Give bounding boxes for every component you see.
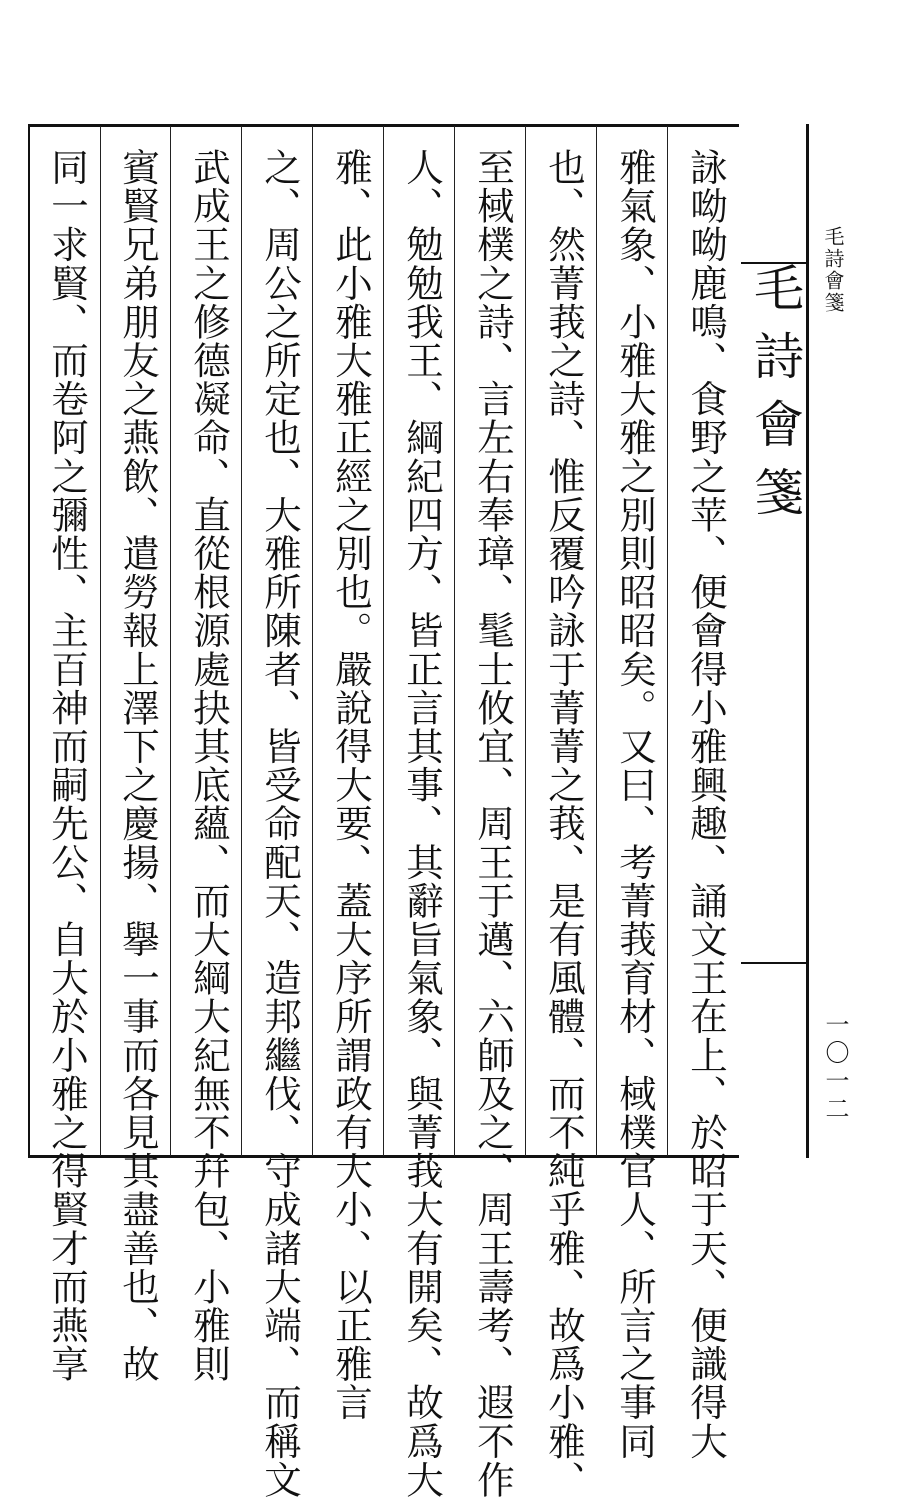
text-column-4: 至棫樸之詩、言左右奉璋、髦士攸宜、周王于邁、六師及之、周王壽考、遐不作 [471,148,515,1499]
band-title: 毛詩會箋 [746,262,804,534]
running-title: 毛詩會箋 [821,226,845,314]
text-column-9: 賓賢兄弟朋友之燕飲、遣勞報上澤下之慶揚、擧一事而各見其盡善也、故 [116,148,160,1384]
text-column-10: 同一求賢、而卷阿之彌性、主百神而嗣先公、自大於小雅之得賢才而燕享 [45,148,89,1384]
text-column-5: 人、勉勉我王、綱紀四方、皆正言其事、其辭旨氣象、與菁莪大有開矣、故爲大 [400,148,444,1499]
band-rule-bottom [741,962,809,964]
text-column-1: 詠呦呦鹿鳴、食野之苹、便會得小雅興趣、誦文王在上、於昭于天、便識得大 [684,148,728,1461]
page-number: 一〇一二 [821,1012,849,1124]
text-column-8: 武成王之修德凝命、直從根源處抉其底蘊、而大綱大紀無不幷包、小雅則 [187,148,231,1384]
text-column-7: 之、周公之所定也、大雅所陳者、皆受命配天、造邦繼伐、守成諸大端、而稱文 [258,148,302,1499]
text-column-6: 雅、此小雅大雅正經之別也。嚴說得大要、蓋大序所謂政有大小、以正雅言 [329,148,373,1422]
text-column-3: 也、然菁莪之詩、惟反覆吟詠于菁菁之莪、是有風體、而不純乎雅、故爲小雅、 [542,148,586,1499]
text-column-2: 雅氣象、小雅大雅之別則昭昭矣。又曰、考菁莪育材、棫樸官人、所言之事同 [613,148,657,1461]
